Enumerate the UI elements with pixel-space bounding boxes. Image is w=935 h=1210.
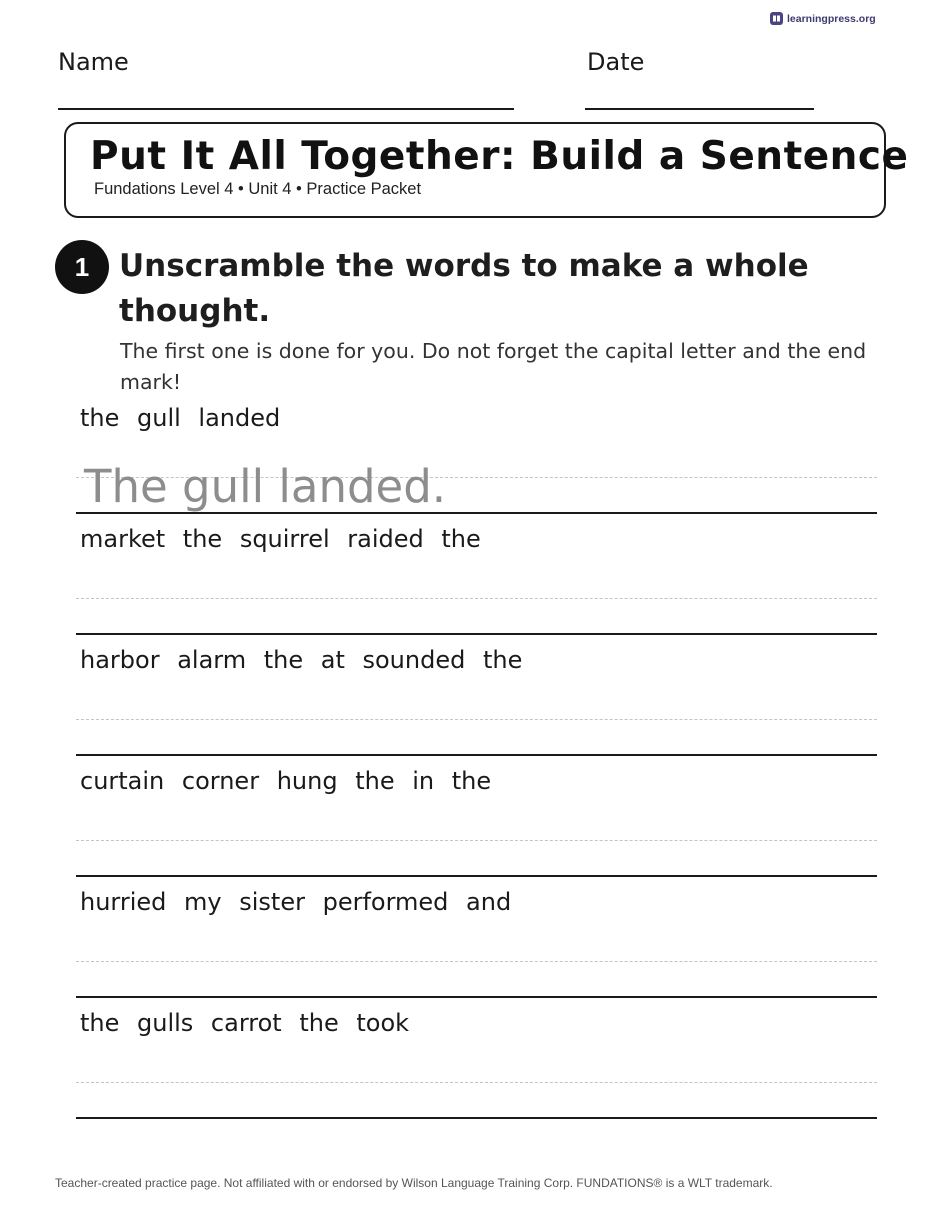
exercise-row (76, 646, 877, 767)
scrambled-words: hurried my sister performed and (80, 888, 512, 916)
date-label: Date (587, 48, 645, 76)
date-line[interactable] (585, 108, 814, 110)
scrambled-words: the gulls carrot the took (80, 1009, 410, 1037)
title-box (64, 122, 909, 218)
scrambled-words: harbor alarm the at sounded the (80, 646, 523, 674)
exercise-row (76, 404, 877, 525)
exercise-row (76, 888, 877, 1009)
step-instructions: The first one is done for you. Do not forget the capital letter and the end mark! (120, 339, 867, 394)
answer-line[interactable] (76, 512, 877, 514)
scrambled-words: curtain corner hung the in the (80, 767, 492, 795)
page-title: Put It All Together: Build a Sentence (90, 134, 909, 179)
exercise-row (76, 525, 877, 646)
answer-line[interactable] (76, 996, 877, 998)
answer-line[interactable] (76, 633, 877, 635)
midline-guide (76, 961, 877, 962)
exercise-row (76, 767, 877, 888)
midline-guide (76, 840, 877, 841)
footer-disclaimer: Teacher-created practice page. Not affiliated with or endorsed by Wilson Language Training Corp. FUNDATIONS® is a WLT trademark. (55, 1176, 773, 1190)
answer-line[interactable] (76, 875, 877, 877)
midline-guide (76, 1082, 877, 1083)
name-line[interactable] (58, 108, 514, 110)
step-title: Unscramble the words to make a whole thought. (119, 248, 809, 329)
midline-guide (76, 719, 877, 720)
scrambled-words: market the squirrel raided the (80, 525, 481, 553)
midline-guide (76, 598, 877, 599)
name-label: Name (58, 48, 129, 76)
brand-text: learningpress.org (787, 12, 876, 25)
page-subtitle: Fundations Level 4 • Unit 4 • Practice Packet (94, 180, 422, 198)
step-number-badge: 1 (55, 240, 109, 294)
answer-line[interactable] (76, 754, 877, 756)
answer-line[interactable] (76, 1117, 877, 1119)
book-icon (770, 12, 783, 25)
scrambled-words: the gull landed (80, 404, 281, 432)
example-answer: The gull landed. (84, 460, 447, 513)
exercise-row (76, 1009, 877, 1130)
brand-logo (770, 12, 876, 25)
